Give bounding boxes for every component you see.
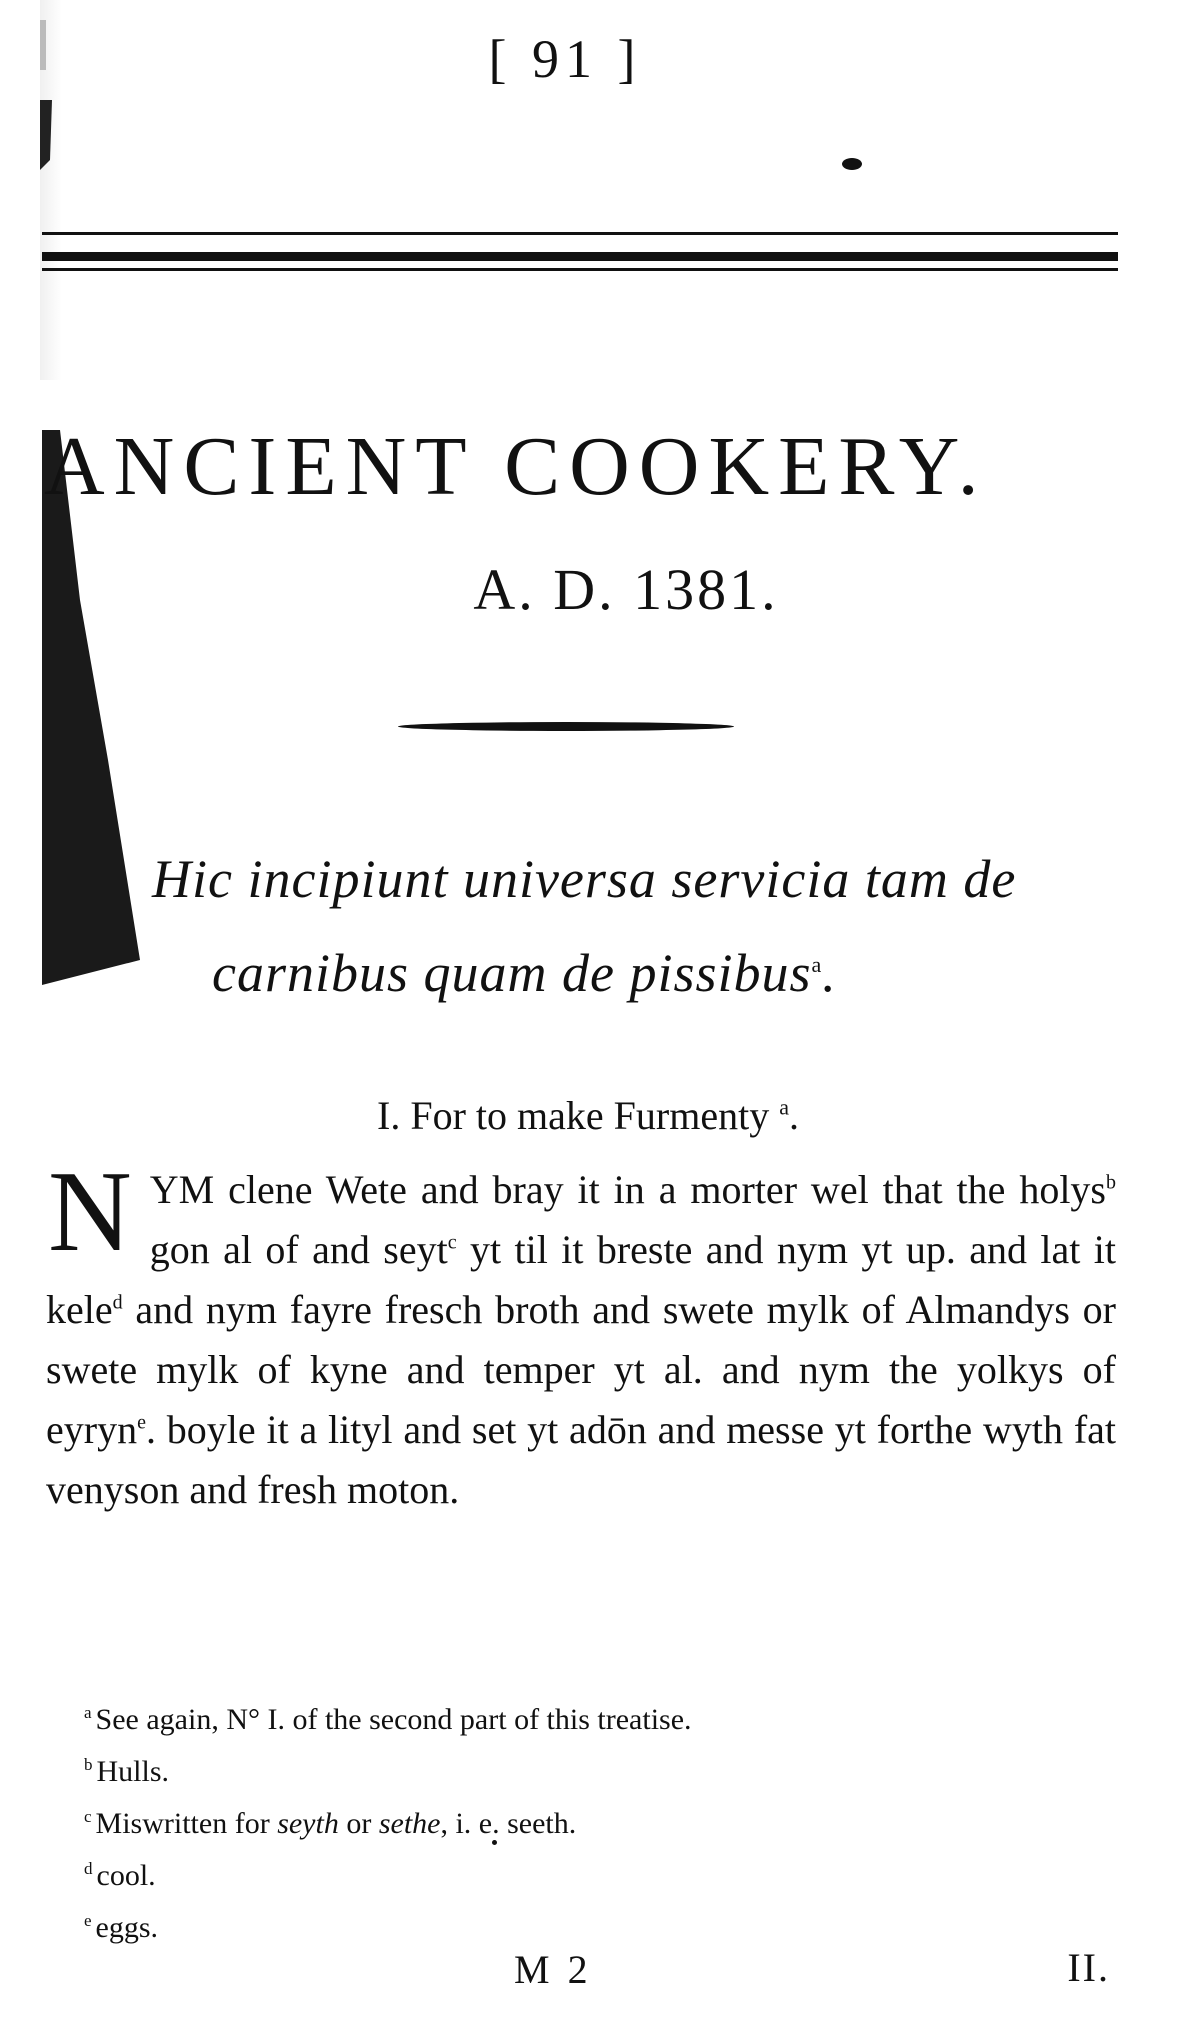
footnote-text: Hulls.	[96, 1755, 170, 1788]
header-rule-thin	[42, 232, 1118, 235]
title-divider	[398, 722, 734, 731]
footnote-d	[84, 1850, 1084, 1902]
footnote-text: eggs.	[95, 1911, 159, 1944]
footnote-ref: e	[137, 1411, 146, 1434]
recipe-text: gon al of and seyt	[149, 1227, 448, 1272]
footnote-ref: a	[779, 1094, 789, 1120]
footnote-c	[84, 1798, 1084, 1850]
footnote-ref: a	[811, 952, 823, 977]
footnote-ref: d	[112, 1291, 123, 1314]
page-subtitle-date: A. D. 1381.	[473, 557, 779, 622]
recipe-heading	[0, 1092, 1182, 1139]
drop-cap: N	[48, 1148, 132, 1276]
recipe-text: . boyle it a lityl and set yt adōn and messe yt forthe wyth fat venyson and fresh moton.	[46, 1407, 1116, 1512]
footnotes	[84, 1694, 1084, 1954]
footnote-text: Miswritten for	[95, 1807, 278, 1840]
footnote-mark: a	[84, 1703, 92, 1722]
footnote-text: cool.	[96, 1859, 156, 1892]
ink-speck	[492, 1840, 497, 1845]
footnote-b	[84, 1746, 1084, 1798]
latin-line-2	[152, 926, 1122, 1020]
recipe-text: YM clene Wete and bray it in a morter wel that the holys	[149, 1167, 1106, 1212]
footnote-ref: b	[1106, 1171, 1116, 1194]
footnote-ref: c	[447, 1231, 457, 1254]
footnote-mark: e	[84, 1911, 92, 1930]
latin-incipit	[152, 832, 1122, 1020]
footnote-mark: d	[84, 1859, 93, 1878]
footnote-text: , i. e. seeth.	[440, 1807, 577, 1840]
latin-line-2-text: carnibus quam de pissibus	[212, 943, 812, 1003]
header-rule-hair	[42, 268, 1118, 271]
recipe-heading-end: .	[788, 1093, 799, 1138]
footnote-mark: c	[84, 1807, 92, 1826]
recipe-heading-text: I. For to make Furmenty	[377, 1093, 770, 1138]
footnote-text: See again, N° I. of the second part of this treatise.	[95, 1703, 692, 1736]
footnote-italic: seyth	[277, 1807, 339, 1840]
header-rule-thick	[42, 252, 1118, 261]
recipe-body	[46, 1148, 1117, 1520]
footnote-text: or	[338, 1807, 379, 1840]
footnote-a	[84, 1694, 1084, 1746]
recipe-text: and nym fayre fresch broth and swete mylk of Almandys or swete mylk of kyne and temper yt al. and nym the yolkys of eyryn	[46, 1287, 1116, 1452]
recipe-text: yt til it breste and nym yt up. and lat it kele	[46, 1227, 1117, 1332]
page-number: [ 91 ]	[488, 29, 642, 89]
latin-line-2-end: .	[822, 943, 837, 1003]
latin-line-1: Hic incipiunt universa servicia tam de	[152, 849, 1017, 909]
footnote-mark: b	[84, 1755, 93, 1774]
page-title: ANCIENT COOKERY.	[44, 420, 988, 513]
footnote-italic: sethe	[378, 1807, 441, 1840]
catchword: II.	[1067, 1945, 1110, 1990]
printer-signature: M 2	[514, 1947, 592, 1992]
ink-speck	[842, 158, 862, 170]
